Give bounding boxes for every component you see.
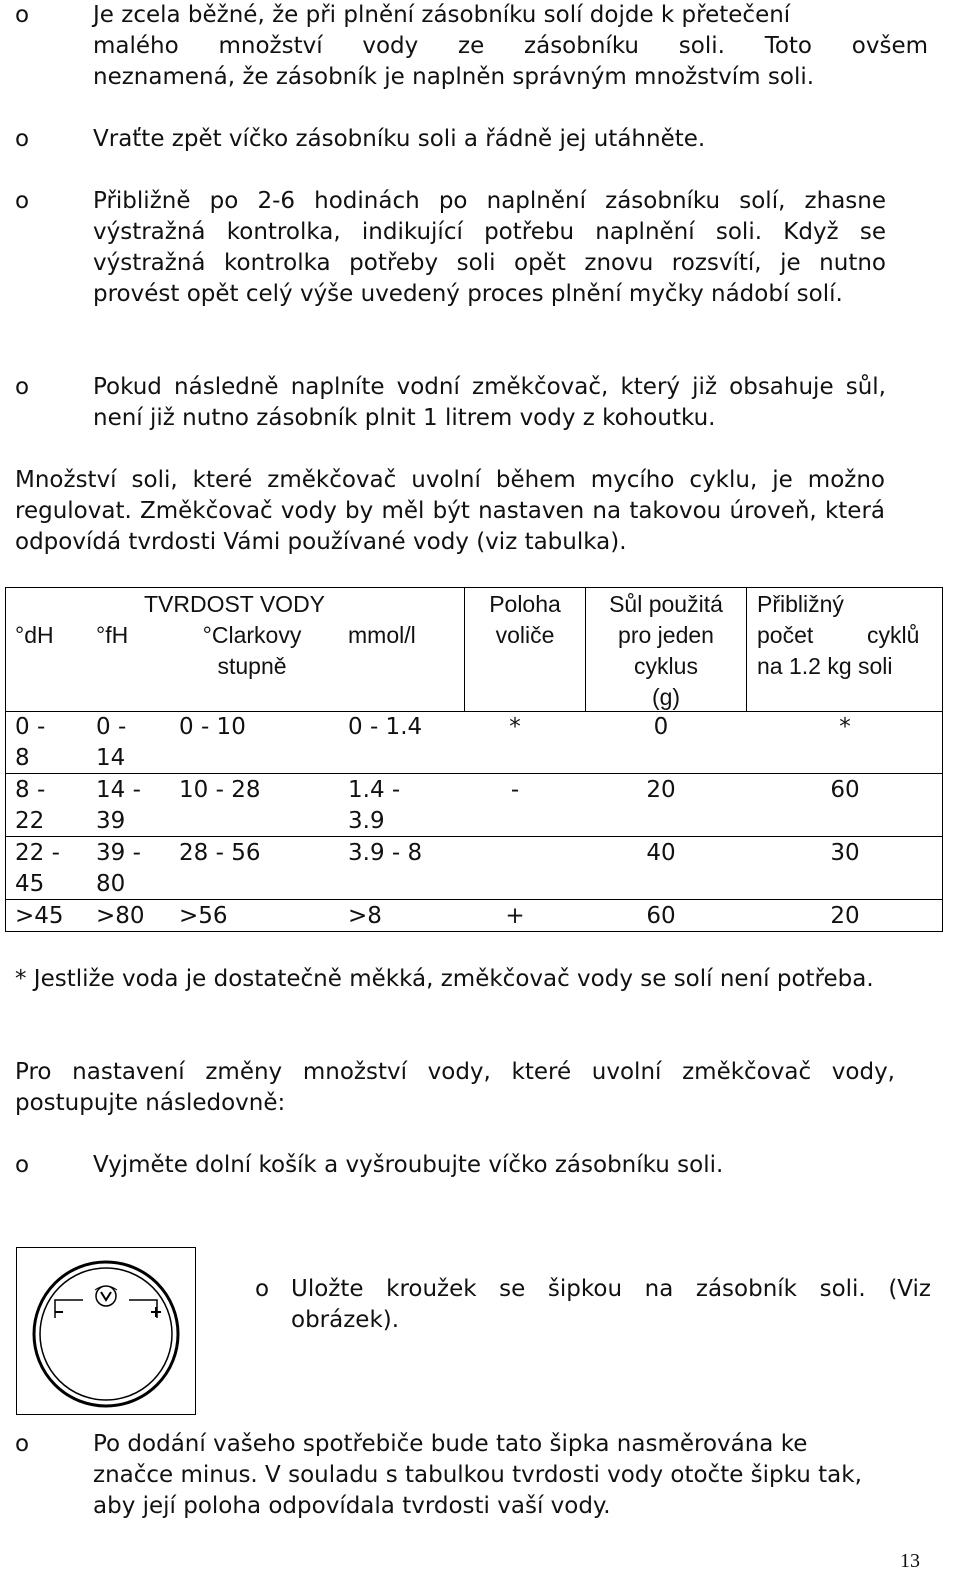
table-cell: 10 - 28 xyxy=(179,777,261,803)
table-cell: 30 xyxy=(830,840,860,866)
table-cell: 1.4 - xyxy=(348,777,401,803)
table-cell: 45 xyxy=(15,871,45,897)
table-group-header: TVRDOST VODY xyxy=(143,591,326,617)
table-cell: 20 xyxy=(830,903,860,929)
bullet-text-2: Vraťte zpět víčko zásobníku soli a řádně jej utáhněte. xyxy=(93,126,706,152)
bullet-text-6: Uložte kroužek se šipkou na zásobník soli. (Viz obrázek). xyxy=(291,1276,931,1333)
table-cell: 0 - 10 xyxy=(179,714,246,740)
column-header-cycles-line-1: Přibližný xyxy=(757,591,844,617)
bullet-marker: o xyxy=(15,188,30,214)
bullet-marker: o xyxy=(15,1431,30,1457)
table-cell: 28 - 56 xyxy=(179,840,261,866)
table-cell: 8 xyxy=(15,745,30,771)
column-header-clarke-line-1: °Clarkovy xyxy=(202,622,302,648)
column-header-cycles-line-2a: počet xyxy=(757,622,814,648)
table-cell: - xyxy=(510,777,520,803)
table-rule xyxy=(5,899,943,900)
dial-illustration xyxy=(17,1248,195,1414)
column-header-position-line-2: voliče xyxy=(495,622,555,648)
table-rule xyxy=(942,587,943,932)
table-cell: * xyxy=(839,714,851,740)
table-cell: 22 - xyxy=(15,840,60,866)
table-cell: 80 xyxy=(96,871,126,897)
table-cell: >45 xyxy=(15,903,64,929)
table-rule xyxy=(5,587,943,588)
table-cell: 8 - xyxy=(15,777,46,803)
table-cell: 0 - xyxy=(96,714,127,740)
table-cell: 14 xyxy=(96,745,126,771)
bullet-text-3: Přibližně po 2-6 hodinách po naplnění zásobníku solí, zhasne výstražná kontrolka, indikující potřebu naplnění soli. Když se výstražná kontrolka potřeby soli opět znovu rozsvítí, je nutno provést opět celý výše uvedený proces plnění myčky nádobí solí. xyxy=(93,188,886,307)
bullet-marker: o xyxy=(15,374,30,400)
table-cell: >8 xyxy=(348,903,382,929)
table-rule xyxy=(5,587,6,932)
table-rule xyxy=(5,836,943,837)
bullet-text-5: Vyjměte dolní košík a vyšroubujte víčko zásobníku soli. xyxy=(93,1152,724,1178)
column-header-clarke-line-2: stupně xyxy=(217,653,287,679)
bullet-text-1-line-3: neznamená, že zásobník je naplněn správným množstvím soli. xyxy=(93,64,815,90)
footnote-soft-water: * Jestliže voda je dostatečně měkká, změkčovač vody se solí není potřeba. xyxy=(15,966,874,992)
column-header-cycles-line-2b: cyklů xyxy=(867,622,920,648)
table-rule xyxy=(746,587,747,712)
table-cell: 60 xyxy=(830,777,860,803)
table-cell: 20 xyxy=(646,777,676,803)
table-cell: 39 - xyxy=(96,840,141,866)
table-cell: 39 xyxy=(96,808,126,834)
table-cell: 0 - 1.4 xyxy=(348,714,423,740)
column-header-cycles-line-3: na 1.2 kg soli xyxy=(757,653,893,679)
table-cell: 14 - xyxy=(96,777,141,803)
column-header-position-line-1: Poloha xyxy=(489,591,561,617)
paragraph-salt-regulation: Množství soli, které změkčovač uvolní během mycího cyklu, je možno regulovat. Změkčovač vody by měl být nastaven na takovou úroveň, která odpovídá tvrdosti Vámi používané vody (viz tabulka). xyxy=(15,467,885,555)
table-cell: + xyxy=(505,903,525,929)
column-header-salt-line-1: Sůl použitá xyxy=(609,591,723,617)
column-header-salt-line-3: cyklus xyxy=(634,653,698,679)
table-cell: 0 - xyxy=(15,714,46,740)
column-header-fh: °fH xyxy=(96,622,129,648)
column-header-mmol: mmol/l xyxy=(348,622,416,648)
column-header-salt-line-2: pro jeden xyxy=(618,622,714,648)
table-cell: 3.9 xyxy=(348,808,385,834)
paragraph-instructions: Pro nastavení změny množství vody, které uvolní změkčovač vody, postupujte následovně: xyxy=(15,1059,895,1116)
bullet-marker: o xyxy=(15,1152,30,1178)
bullet-marker: o xyxy=(15,126,30,152)
table-cell: >56 xyxy=(179,903,228,929)
table-rule xyxy=(5,773,943,774)
table-cell: 3.9 - 8 xyxy=(348,840,423,866)
column-header-dh: °dH xyxy=(15,622,54,648)
table-cell: 60 xyxy=(646,903,676,929)
bullet-text-7: Po dodání vašeho spotřebiče bude tato šipka nasměrována ke značce minus. V souladu s tabulkou tvrdosti vody otočte šipku tak, aby její poloha odpovídala tvrdosti vaší vody. xyxy=(93,1431,862,1519)
salt-container-dial-figure xyxy=(16,1247,196,1415)
table-cell: * xyxy=(509,714,521,740)
table-cell: >80 xyxy=(96,903,145,929)
page-number: 13 xyxy=(900,1550,920,1572)
table-cell: 40 xyxy=(646,840,676,866)
table-cell: 22 xyxy=(15,808,45,834)
bullet-text-1-line-2: malého množství vody ze zásobníku soli. Toto ovšem xyxy=(93,33,928,59)
bullet-marker: o xyxy=(255,1276,270,1302)
bullet-text-1-line-1: Je zcela běžné, že při plnění zásobníku solí dojde k přetečení xyxy=(93,2,791,28)
bullet-marker: o xyxy=(15,2,30,28)
bullet-text-4: Pokud následně naplníte vodní změkčovač, který již obsahuje sůl, není již nutno zásobník plnit 1 litrem vody z kohoutku. xyxy=(93,374,886,431)
water-hardness-table xyxy=(5,587,943,932)
column-header-salt-line-4: (g) xyxy=(651,684,681,710)
table-cell: 0 xyxy=(653,714,669,740)
